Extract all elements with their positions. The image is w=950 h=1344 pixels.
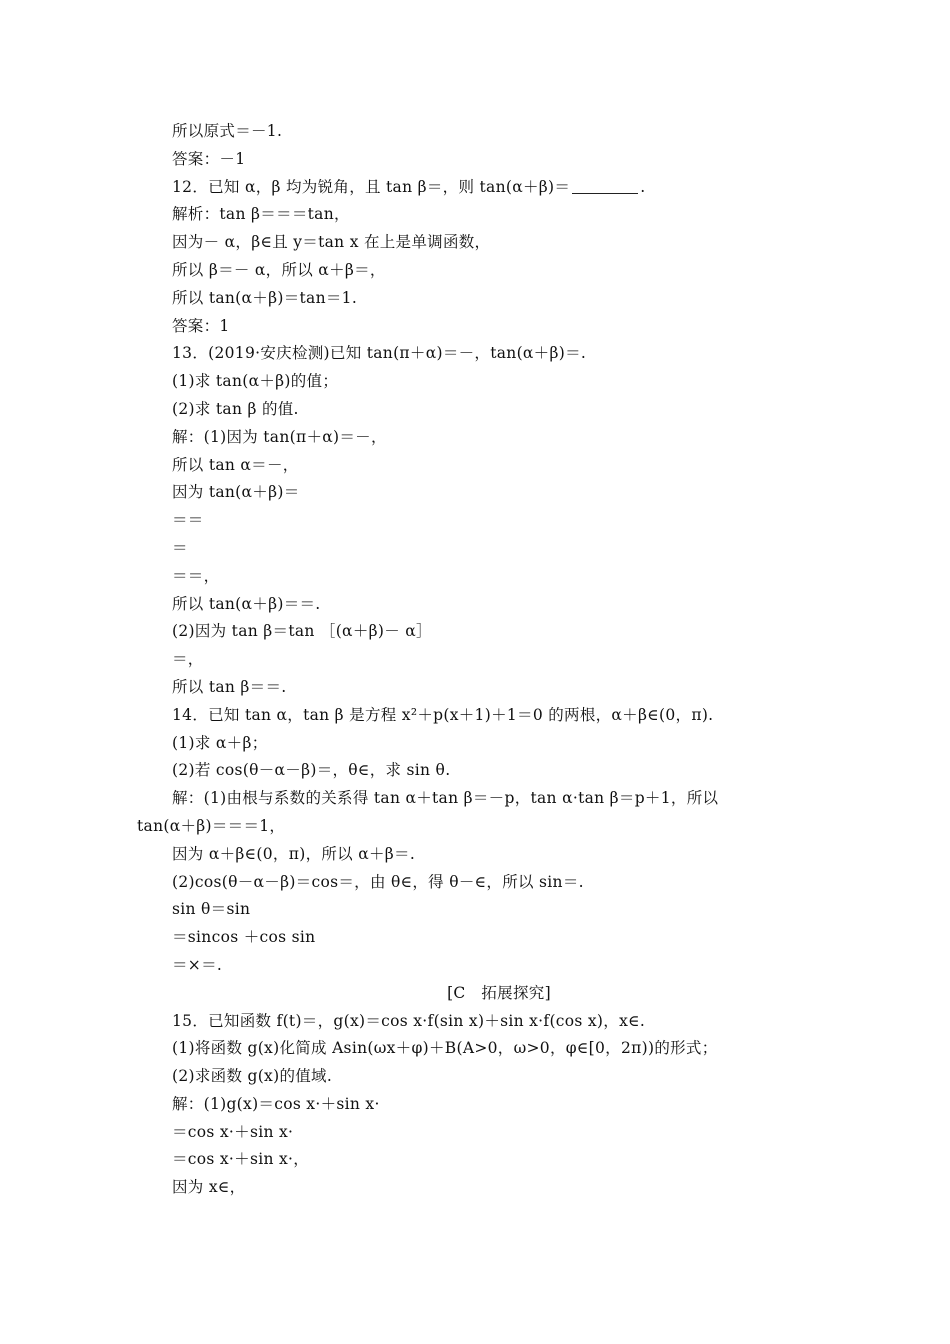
text-line — [0, 952, 950, 980]
line-text: 解：(1)g(x)＝cos x·＋sin x· — [172, 1094, 380, 1113]
document-body — [0, 118, 950, 1202]
text-line — [0, 1008, 950, 1036]
line-text: 解：(1)因为 tan(π＋α)＝－， — [172, 427, 387, 446]
text-line — [0, 118, 950, 146]
line-text: (1)求 tan(α＋β)的值； — [172, 372, 339, 391]
line-text: 解：(1)由根与系数的关系得 tan α＋tan β＝－p，tan α·tan β＝p＋1，所以 — [172, 789, 719, 808]
text-line — [0, 313, 950, 341]
line-text: (2)cos(θ－α－β)＝cos＝，由 θ∈，得 θ－∈，所以 sin＝. — [172, 872, 584, 891]
text-line — [0, 479, 950, 507]
line-text: (2)求函数 g(x)的值域. — [172, 1067, 333, 1086]
text-line — [0, 229, 950, 257]
line-text: 所以 tan β＝＝. — [172, 677, 287, 696]
line-text: 15．已知函数 f(t)＝，g(x)＝cos x·f(sin x)＋sin x·f(cos x)，x∈. — [172, 1011, 646, 1030]
line-text: ＝＝ — [172, 511, 204, 530]
text-line — [0, 174, 950, 202]
line-suffix: . — [640, 177, 646, 196]
line-text: 14．已知 tan α，tan β 是方程 x²＋p(x＋1)＋1＝0 的两根，α＋β∈(0，π). — [172, 705, 714, 724]
line-text: 解析：tan β＝＝＝tan， — [172, 205, 350, 224]
line-text: ＝， — [172, 650, 204, 669]
text-line — [0, 563, 950, 591]
text-line — [0, 424, 950, 452]
text-line — [0, 924, 950, 952]
text-line — [0, 841, 950, 869]
line-text: (1)将函数 g(x)化简成 Asin(ωx＋φ)＋B(A>0，ω>0，φ∈[0，2π))的形式； — [172, 1039, 718, 1058]
text-line — [0, 674, 950, 702]
text-line — [0, 507, 950, 535]
section-heading — [0, 980, 950, 1008]
line-text: ＝cos x·＋sin x·， — [172, 1150, 310, 1169]
line-text: 所以 tan α＝－， — [172, 455, 299, 474]
line-text: 因为 α＋β∈(0，π)，所以 α＋β＝. — [172, 844, 416, 863]
text-line — [0, 618, 950, 646]
answer-blank[interactable] — [572, 177, 638, 194]
line-text: 所以 tan(α＋β)＝tan＝1. — [172, 288, 358, 307]
line-text: [C 拓展探究] — [447, 983, 551, 1002]
text-line — [0, 201, 950, 229]
line-text: ＝cos x·＋sin x· — [172, 1122, 294, 1141]
line-text: ＝ — [172, 538, 188, 557]
line-text: 因为－ α，β∈且 y＝tan x 在上是单调函数， — [172, 233, 491, 252]
line-text: 13．(2019·安庆检测)已知 tan(π＋α)＝－，tan(α＋β)＝. — [172, 344, 587, 363]
text-line — [0, 1063, 950, 1091]
text-line — [0, 1119, 950, 1147]
text-line — [0, 813, 950, 841]
line-text: 因为 tan(α＋β)＝ — [172, 483, 300, 502]
text-line — [0, 896, 950, 924]
line-text: 所以 tan(α＋β)＝＝. — [172, 594, 321, 613]
text-line — [0, 368, 950, 396]
text-line — [0, 257, 950, 285]
text-line — [0, 535, 950, 563]
line-text: (1)求 α＋β； — [172, 733, 268, 752]
text-line — [0, 146, 950, 174]
line-text: (2)若 cos(θ－α－β)＝，θ∈，求 sin θ. — [172, 761, 451, 780]
text-line — [0, 1174, 950, 1202]
text-line — [0, 869, 950, 897]
text-line — [0, 340, 950, 368]
line-text: 答案：1 — [172, 316, 230, 335]
line-text: 12．已知 α，β 均为锐角，且 tan β＝，则 tan(α＋β)＝ — [172, 177, 571, 196]
line-text: ＝×＝. — [172, 955, 223, 974]
text-line — [0, 1035, 950, 1063]
text-line — [0, 1146, 950, 1174]
line-text: 所以原式＝－1. — [172, 122, 283, 140]
text-line — [0, 1091, 950, 1119]
line-text: (2)求 tan β 的值. — [172, 399, 299, 418]
text-line — [0, 730, 950, 758]
text-line — [0, 396, 950, 424]
line-text: 因为 x∈， — [172, 1178, 246, 1197]
line-text: 答案：－1 — [172, 149, 246, 168]
line-text: ＝＝， — [172, 566, 220, 585]
text-line — [0, 785, 950, 813]
text-line — [0, 757, 950, 785]
document-page — [0, 118, 950, 1202]
line-text: 所以 β＝－ α，所以 α＋β＝， — [172, 260, 386, 279]
text-line — [0, 285, 950, 313]
text-line — [0, 646, 950, 674]
line-text: ＝sincos ＋cos sin — [172, 928, 316, 947]
text-line — [0, 702, 950, 730]
line-text: (2)因为 tan β＝tan ［(α＋β)－ α］ — [172, 622, 432, 641]
text-line — [0, 591, 950, 619]
line-text: tan(α＋β)＝＝＝1， — [137, 816, 286, 835]
line-text: sin θ＝sin — [172, 900, 251, 919]
text-line — [0, 452, 950, 480]
